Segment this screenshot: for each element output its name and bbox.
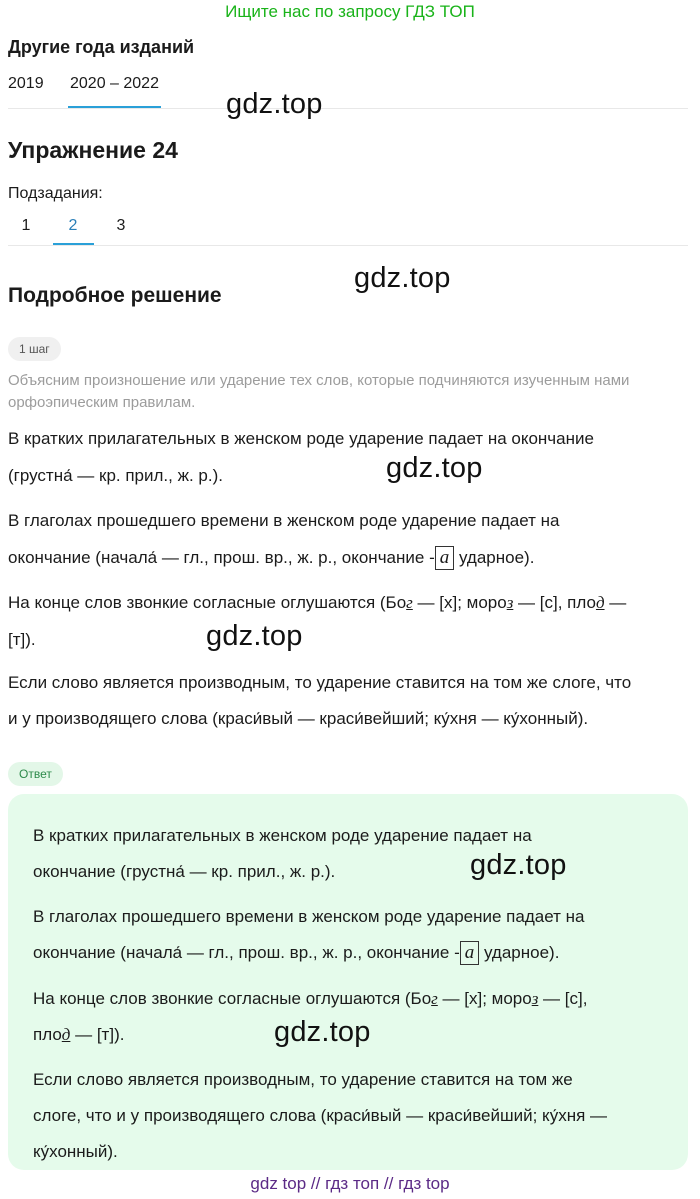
letter-z: з [506,593,514,612]
year-tab-2020-2022[interactable]: 2020 – 2022 [70,75,159,92]
rule-2-line-1: В глаголах прошедшего времени в женском роде ударение падает на [8,511,560,530]
solution-note: Объясним произношение или ударение тех слов, которые подчиняются изученным нами орфоэпическим правилам. [8,372,630,411]
letter-g: г [431,989,438,1008]
other-years-title: Другие года изданий [8,37,195,57]
answer-rule-3-line-2 [33,1016,124,1053]
watermark: gdz.top [206,620,303,652]
answer-rule-2-text: окончание (начала́ — гл., прош. вр., ж. р., окончание - [33,943,460,962]
answer-rule-3-text: — [х]; моро [437,989,532,1008]
ending-box: а [460,941,480,965]
answer-rule-2-line-2 [33,934,559,971]
subtasks-label: Подзадания: [8,185,103,202]
letter-d: д [61,1025,71,1044]
watermark: gdz.top [354,262,451,294]
answer-rule-3-text: На конце слов звонкие согласные оглушаются (Бо [33,989,432,1008]
rule-3-line-1 [8,584,626,621]
rule-3-line-2: [т]). [8,630,36,649]
subtask-tab-3[interactable]: 3 [116,217,126,234]
divider [8,108,688,109]
rule-3-text: На конце слов звонкие согласные оглушаются (Бо [8,593,407,612]
letter-d: д [595,593,605,612]
answer-chip: Ответ [8,762,63,786]
answer-rule-3-line-1 [33,980,587,1017]
rule-3-text: — [604,593,627,612]
rule-1-line-2: (грустна́ — кр. прил., ж. р.). [8,466,223,485]
answer-rule-1-line-1: В кратких прилагательных в женском роде ударение падает на [33,826,532,845]
rule-4-line-1: Если слово является производным, то ударение ставится на том же слоге, что [8,673,632,692]
answer-rule-1-line-2: окончание (грустна́ — кр. прил., ж. р.). [33,862,336,881]
answer-rule-4-line-1: Если слово является производным, то ударение ставится на том же [33,1070,573,1089]
letter-g: г [406,593,413,612]
subtask-tab-1[interactable]: 1 [21,217,31,234]
ending-box: а [435,546,455,570]
rule-2-text-end: ударное). [454,548,535,567]
rule-3-text: — [х]; моро [412,593,507,612]
rule-4-line-2: и у производящего слова (краси́вый — краси́вейший; ку́хня — ку́хонный). [8,709,589,728]
rule-3-text: — [с], пло [513,593,596,612]
rule-2-line-2 [8,539,534,576]
rule-1-line-1: В кратких прилагательных в женском роде ударение падает на окончание [8,429,594,448]
answer-rule-3-text: — [т]). [70,1025,125,1044]
watermark: gdz.top [226,88,323,120]
watermark: gdz.top [274,1016,371,1048]
watermark: gdz.top [386,452,483,484]
answer-rule-3-text: пло [33,1025,62,1044]
letter-z: з [531,989,539,1008]
solution-title: Подробное решение [8,284,222,307]
answer-rule-4-line-2: слоге, что и у производящего слова (краси́вый — краси́вейший; ку́хня — [33,1106,608,1125]
answer-rule-2-line-1: В глаголах прошедшего времени в женском роде ударение падает на [33,907,585,926]
watermark: gdz.top [470,849,567,881]
step-chip: 1 шаг [8,337,61,361]
answer-rule-2-text-end: ударное). [479,943,560,962]
divider [8,245,688,246]
promo-banner: Ищите нас по запросу ГДЗ ТОП [225,2,475,21]
answer-rule-3-text: — [с], [538,989,588,1008]
rule-2-text: окончание (начала́ — гл., прош. вр., ж. р., окончание - [8,548,435,567]
year-tab-2019[interactable]: 2019 [8,75,44,92]
exercise-title: Упражнение 24 [8,137,178,163]
footer-links[interactable]: gdz top // гдз топ // гдз top [250,1174,450,1193]
answer-rule-4-line-3: ку́хонный). [33,1142,118,1161]
subtask-tab-2[interactable]: 2 [68,217,78,234]
